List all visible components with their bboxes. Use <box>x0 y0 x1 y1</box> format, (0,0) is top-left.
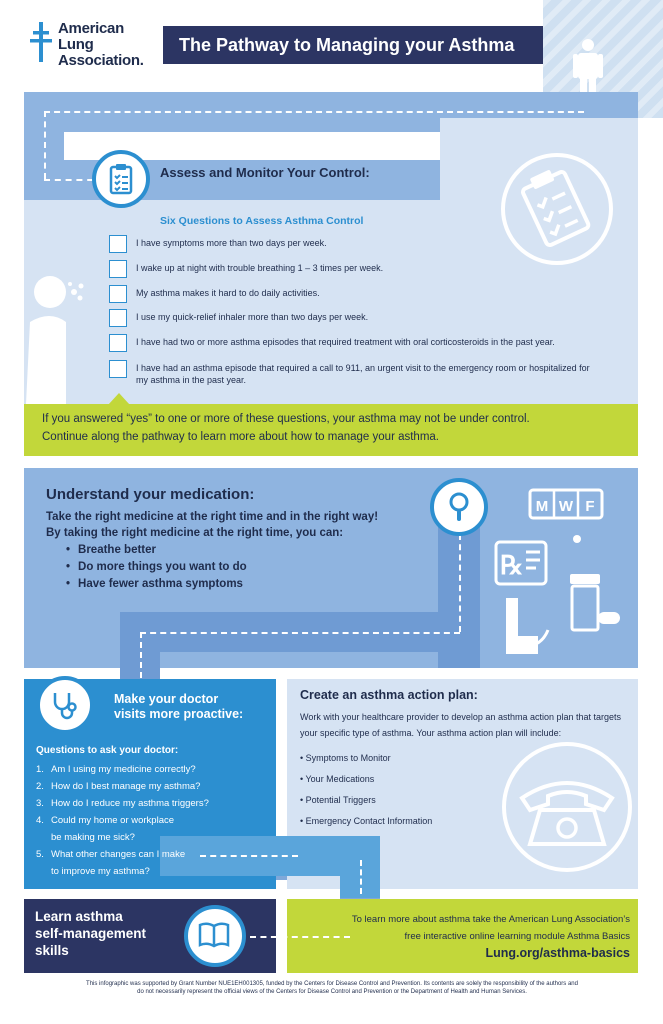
checklist-item[interactable] <box>109 360 629 388</box>
question-number: 1. <box>36 764 44 775</box>
medication-benefits-list <box>66 542 247 593</box>
pathway-dash <box>44 111 584 113</box>
list-item <box>36 863 209 880</box>
learn-heading <box>35 908 146 959</box>
prescription-icon <box>494 538 550 588</box>
assess-result-band <box>24 404 638 456</box>
medication-intro-line-1: Take the right medicine at the right time and in the right way! <box>46 511 379 523</box>
question-text: I have had an asthma episode that required a call to 911, an urgent visit to the emergency room or hospitalized for my asthma in the past year. <box>136 363 590 385</box>
book-icon <box>184 905 246 967</box>
american-lung-association-logo <box>30 18 160 70</box>
logo-line-1: American <box>58 20 124 37</box>
list-item: • Your Medications <box>300 769 432 790</box>
checkbox[interactable] <box>109 309 127 327</box>
pathway-dash <box>360 860 362 894</box>
footer-line-1: This infographic was supported by Grant Number NUE1EH001305, funded by the Centers for Disease Control and Prevention. Its contents are solely the responsibility of the authors and <box>86 981 578 987</box>
action-plan-intro: Work with your healthcare provider to develop an asthma action plan that targets your specific type of asthma. Your asthma action plan will include: <box>300 712 622 738</box>
checkbox[interactable] <box>109 260 127 278</box>
list-item <box>36 778 209 795</box>
question-text: I use my quick-relief inhaler more than two days per week. <box>136 312 369 322</box>
question-number: 2. <box>36 781 44 792</box>
logo-line-2: Lung <box>58 36 94 53</box>
checkbox[interactable] <box>109 334 127 352</box>
checkbox[interactable] <box>109 360 127 378</box>
list-item <box>36 795 209 812</box>
question-text: My asthma makes it hard to do daily activities. <box>136 288 320 298</box>
doctor-questions-heading: Questions to ask your doctor: <box>36 745 179 756</box>
pathway-dash <box>200 855 298 857</box>
logo-line-3: Association. <box>58 52 144 69</box>
pathway-dash <box>140 632 460 634</box>
checkbox[interactable] <box>109 235 127 253</box>
footer-disclaimer <box>18 980 646 996</box>
list-item <box>36 812 209 829</box>
checklist-item[interactable] <box>109 285 629 305</box>
question-text: to improve my asthma? <box>51 866 150 877</box>
list-item <box>36 829 209 846</box>
result-line-2: Continue along the pathway to learn more about how to manage your asthma. <box>42 431 439 443</box>
logo-text <box>58 21 144 69</box>
magnifier-icon <box>430 478 488 536</box>
calendar-letter: M <box>535 498 549 515</box>
telephone-icon <box>500 740 634 874</box>
checklist-item[interactable] <box>109 334 629 354</box>
question-text: I wake up at night with trouble breathing 1 – 3 times per week. <box>136 263 384 273</box>
list-item <box>36 846 209 863</box>
question-number: 4. <box>36 815 44 826</box>
medication-intro-line-2: By taking the right medicine at the right time, you can: <box>46 527 344 539</box>
learn-heading-line-1: Learn asthma <box>35 909 123 924</box>
list-item <box>36 761 209 778</box>
pathway-dash <box>459 534 461 632</box>
learn-text-line-2: free interactive online learning module Asthma Basics <box>404 931 630 942</box>
page-title: The Pathway to Managing your Asthma <box>163 26 543 64</box>
calendar-icon <box>528 488 604 524</box>
pathway-dash <box>140 632 142 678</box>
question-text: How do I best manage my asthma? <box>51 781 201 792</box>
six-questions-heading: Six Questions to Assess Asthma Control <box>160 215 364 227</box>
doctor-heading-line-1: Make your doctor <box>114 692 219 706</box>
action-plan-heading: Create an asthma action plan: <box>300 688 478 702</box>
asthma-basics-link[interactable]: Lung.org/asthma-basics <box>485 946 630 960</box>
footer-line-2: do not necessarily represent the official views of the Centers for Disease Control and Prevention or the Department of Health and Human Services. <box>137 989 527 995</box>
action-plan-list <box>300 748 432 832</box>
calendar-letter: W <box>558 498 574 515</box>
doctor-heading <box>114 692 243 722</box>
learn-heading-line-3: skills <box>35 943 69 958</box>
result-line-1: If you answered “yes” to one or more of these questions, your asthma may not be under control. <box>42 413 530 425</box>
checklist-item[interactable] <box>109 235 629 255</box>
question-text: I have symptoms more than two days per week. <box>136 238 327 248</box>
medication-heading: Understand your medication: <box>46 486 255 503</box>
checkbox[interactable] <box>109 285 127 303</box>
question-text: be making me sick? <box>51 832 135 843</box>
pill-bottle-icon <box>566 572 624 634</box>
pointer-arrow <box>108 393 130 405</box>
question-text: What other changes can I make <box>51 849 186 860</box>
question-text: I have had two or more asthma episodes that required treatment with oral corticosteroids in the past year. <box>136 337 555 347</box>
question-number: 3. <box>36 798 44 809</box>
calendar-letter: F <box>585 498 595 515</box>
question-text: Am I using my medicine correctly? <box>51 764 196 775</box>
list-item: • Emergency Contact Information <box>300 811 432 832</box>
list-item: • Do more things you want to do <box>66 559 247 576</box>
learn-heading-line-2: self-management <box>35 926 147 941</box>
medication-intro <box>46 509 426 541</box>
doctor-heading-line-2: visits more proactive: <box>114 707 244 721</box>
list-item: • Breathe better <box>66 542 247 559</box>
list-item: • Symptoms to Monitor <box>300 748 432 769</box>
learn-description <box>290 911 630 945</box>
checklist-item[interactable] <box>109 309 629 329</box>
drop-icon <box>570 530 584 548</box>
svg-text:℞: ℞ <box>500 550 524 580</box>
clipboard-icon <box>92 150 150 208</box>
question-number: 5. <box>36 849 44 860</box>
assess-heading: Assess and Monitor Your Control: <box>160 165 370 180</box>
list-item: • Potential Triggers <box>300 790 432 811</box>
coughing-person-icon <box>26 262 86 404</box>
stethoscope-icon <box>36 676 94 734</box>
checklist-item[interactable] <box>109 260 629 280</box>
inhaler-icon <box>500 596 550 658</box>
pathway-dash <box>44 111 46 179</box>
question-text: How do I reduce my asthma triggers? <box>51 798 209 809</box>
lorraine-cross-icon <box>30 22 52 62</box>
question-text: Could my home or workplace <box>51 815 175 826</box>
doctor-questions-list <box>36 761 209 880</box>
list-item: • Have fewer asthma symptoms <box>66 576 247 593</box>
learn-text-line-1: To learn more about asthma take the American Lung Association’s <box>351 914 630 925</box>
